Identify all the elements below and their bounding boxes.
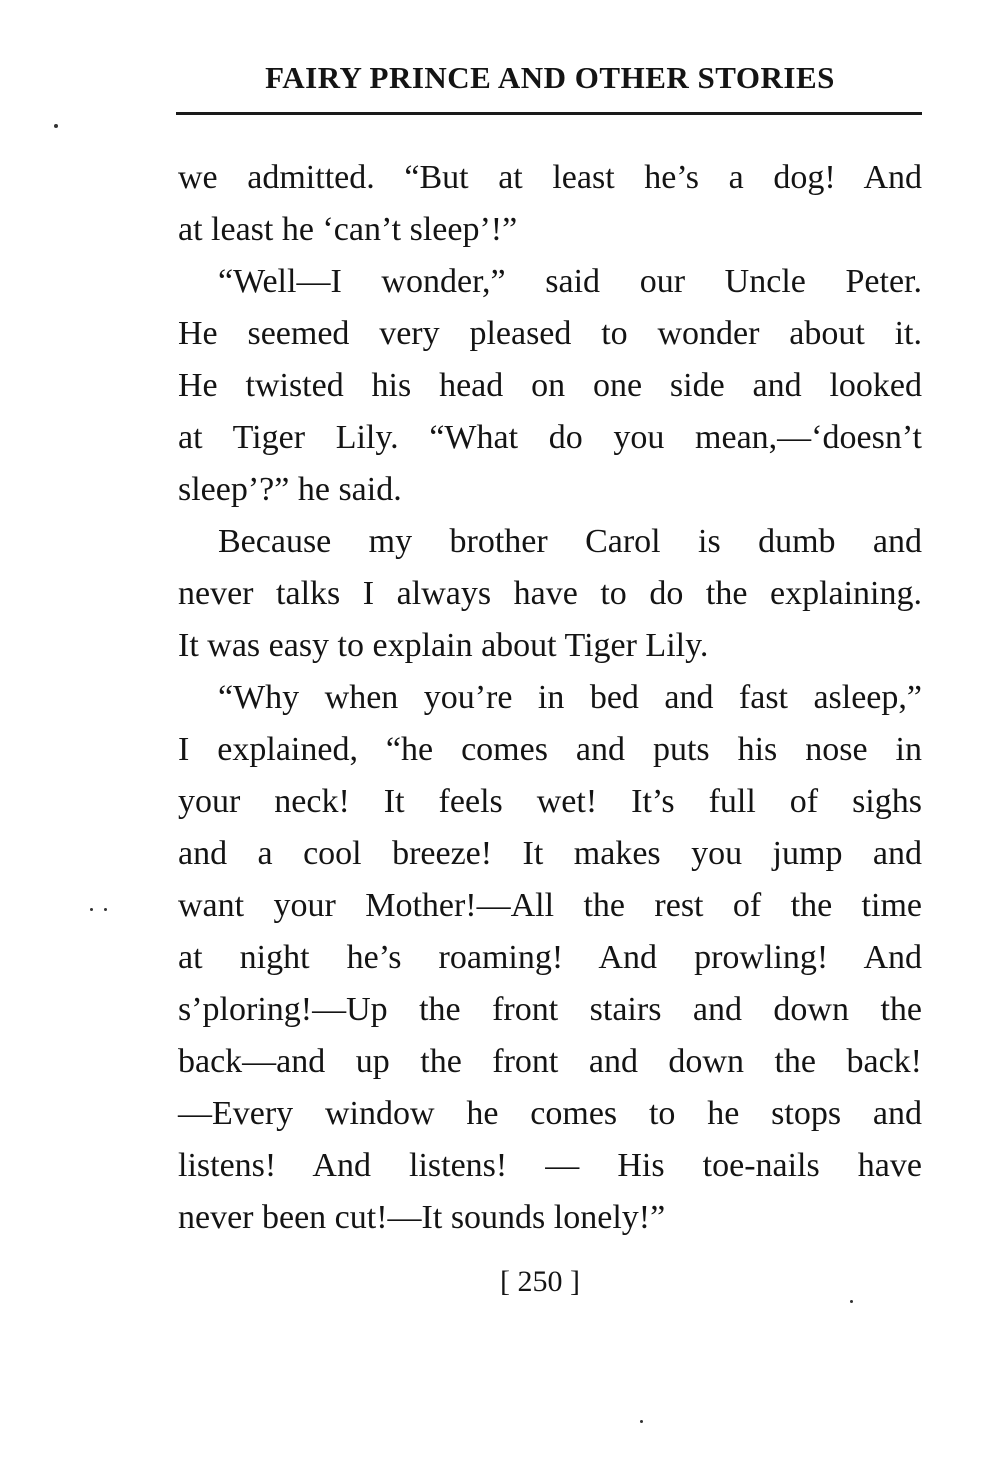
text-line: we admitted. “But at least he’s a dog! And [178,159,922,196]
text-line: want your Mother!—All the rest of the time [178,887,922,924]
text-line: and a cool breeze! It makes you jump and [178,835,922,872]
text-line: listens! And listens! — His toe-nails have [178,1147,922,1184]
text-line: s’ploring!—Up the front stairs and down the [178,991,922,1028]
text-line: at night he’s roaming! And prowling! And [178,939,922,976]
text-line: sleep’?” he said. [178,471,402,508]
text-line: never talks I always have to do the explaining. [178,575,922,612]
scan-speck [104,908,107,911]
scan-speck [640,1420,643,1423]
text-line: He seemed very pleased to wonder about it. [178,315,922,352]
text-line: —Every window he comes to he stops and [178,1095,922,1132]
text-line: back—and up the front and down the back! [178,1043,922,1080]
scan-speck [54,124,58,128]
text-line: I explained, “he comes and puts his nose in [178,731,922,768]
page-number: [ 250 ] [500,1265,580,1298]
running-title: FAIRY PRINCE AND OTHER STORIES [265,60,835,95]
header-rule [176,112,922,115]
text-line: “Why when you’re in bed and fast asleep,” [218,679,922,716]
text-line: It was easy to explain about Tiger Lily. [178,627,709,664]
text-line: Because my brother Carol is dumb and [218,523,922,560]
text-line: at Tiger Lily. “What do you mean,—‘doesn’t [178,419,922,456]
text-line: your neck! It feels wet! It’s full of sighs [178,783,922,820]
text-line: never been cut!—It sounds lonely!” [178,1199,666,1236]
text-line: He twisted his head on one side and looked [178,367,922,404]
scan-speck [850,1300,853,1303]
scan-speck [90,908,93,911]
text-line: at least he ‘can’t sleep’!” [178,211,518,248]
body-text [178,152,922,1244]
text-line: “Well—I wonder,” said our Uncle Peter. [218,263,922,300]
